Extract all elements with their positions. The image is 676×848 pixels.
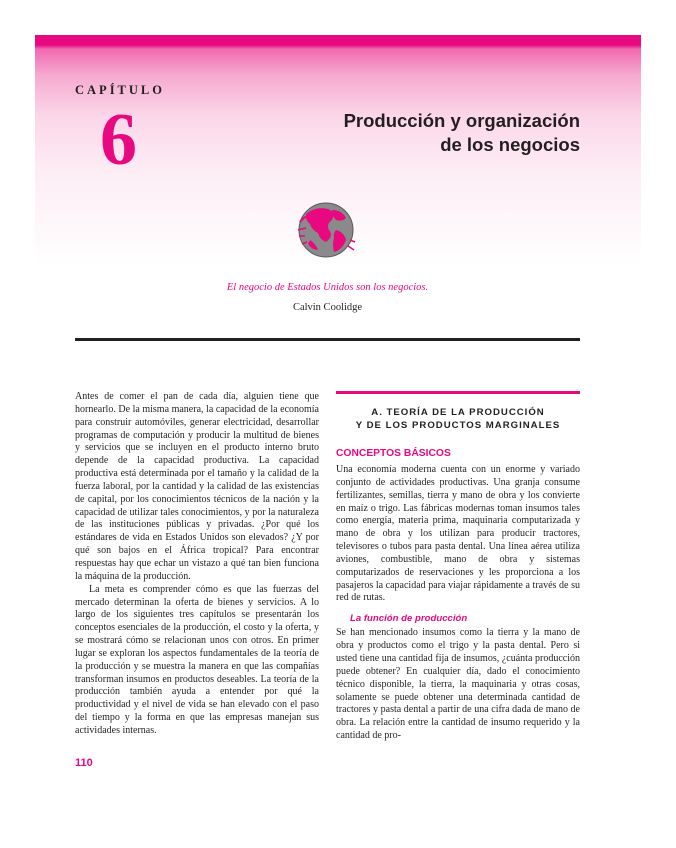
right-column bbox=[336, 391, 580, 743]
chapter-title-line-1: Producción y organización bbox=[343, 110, 580, 131]
basic-concepts-paragraph: Una economía moderna cuenta con un enorme y variado conjunto de actividades productivas. Una granja consume fertilizantes, semillas, tierra y mano de obra y los convierte en maíz o trigo. Las fábricas modernas toman insumos tales como energía, materia prima, maquinaria computarizada y mano de obra y los utilizan para producir tractores, televisores o tubos para pasta dental. Una línea aérea utiliza aviones, combustible, mano de obra y sistemas computarizados de reservaciones y les proporciona a los pasajeros la capacidad para viajar rápidamente a través de su red de rutas. bbox=[336, 464, 580, 604]
production-function-paragraph: Se han mencionado insumos como la tierra y la mano de obra y productos como el trigo y la pasta dental. Pero si usted tiene una cantidad fija de insumos, ¿cuánta producción puede obtener? En cualquier día, dado el conocimiento técnico disponible, la tierra, la maquinaria y otras cosas, solamente se puede obtener una determinada cantidad de tractores y pasta dental a partir de una cifra dada de mano de obra. La relación entre la cantidad de insumo requerido y la cantidad de pro- bbox=[336, 627, 580, 742]
chapter-number: 6 bbox=[100, 99, 137, 181]
epigraph-author: Calvin Coolidge bbox=[292, 302, 363, 313]
intro-paragraph-1: Antes de comer el pan de cada día, alguien tiene que hornearlo. De la misma manera, la capacidad de la economía para construir automóviles, generar electricidad, desarrollar programas de computación y producir la multitud de bienes y servicios que se incluyen en el producto interno bruto depende de la capacidad productiva. La capacidad productiva está determinada por el tamaño y la calidad de la fuerza laboral, por la cantidad y la calidad de las existencias de capital, por los conocimientos técnicos de la nación y la capacidad de utilizar tales conocimientos, y por la naturaleza de las instituciones públicas y privadas. ¿Por qué los estándares de vida en Estados Unidos son elevados? ¿Y por qué son bajos en el África tropical? Para encontrar respuestas hay que echar un vistazo a qué tan bien funciona la máquina de la producción. bbox=[75, 391, 319, 582]
chapter-label: CAPÍTULO bbox=[75, 83, 165, 97]
epigraph-quote: El negocio de Estados Unidos son los negocios. bbox=[226, 282, 429, 293]
section-divider bbox=[336, 391, 580, 394]
left-column bbox=[75, 391, 319, 738]
section-heading bbox=[336, 406, 580, 432]
section-heading-line-1: A. TEORÍA DE LA PRODUCCIÓN bbox=[371, 407, 545, 418]
header-divider bbox=[75, 338, 580, 341]
globe-icon bbox=[296, 200, 356, 260]
chapter-title bbox=[344, 109, 580, 157]
chapter-title-line-2: de los negocios bbox=[440, 134, 580, 155]
section-heading-line-2: Y DE LOS PRODUCTOS MARGINALES bbox=[355, 420, 561, 431]
page-number: 110 bbox=[75, 757, 93, 769]
intro-paragraph-2: La meta es comprender cómo es que las fuerzas del mercado determinan la oferta de bienes y servicios. A lo largo de los siguientes tres capítulos se presentarán los conceptos esenciales de la producción, el costo y la oferta, y se mostrará cómo se relacionan unos con otros. En primer lugar se exploran los aspectos fundamentales de la teoría de la producción y se muestra la manera en que las compañías transforman insumos en productos deseables. La teoría de la producción también ayuda a entender por qué la productividad y el nivel de vida se han elevado con el paso del tiempo y la forma en que las empresas manejan sus actividades internas. bbox=[75, 583, 319, 736]
subsub-heading: La función de producción bbox=[350, 613, 468, 625]
subsection-heading: CONCEPTOS BÁSICOS bbox=[336, 448, 451, 459]
